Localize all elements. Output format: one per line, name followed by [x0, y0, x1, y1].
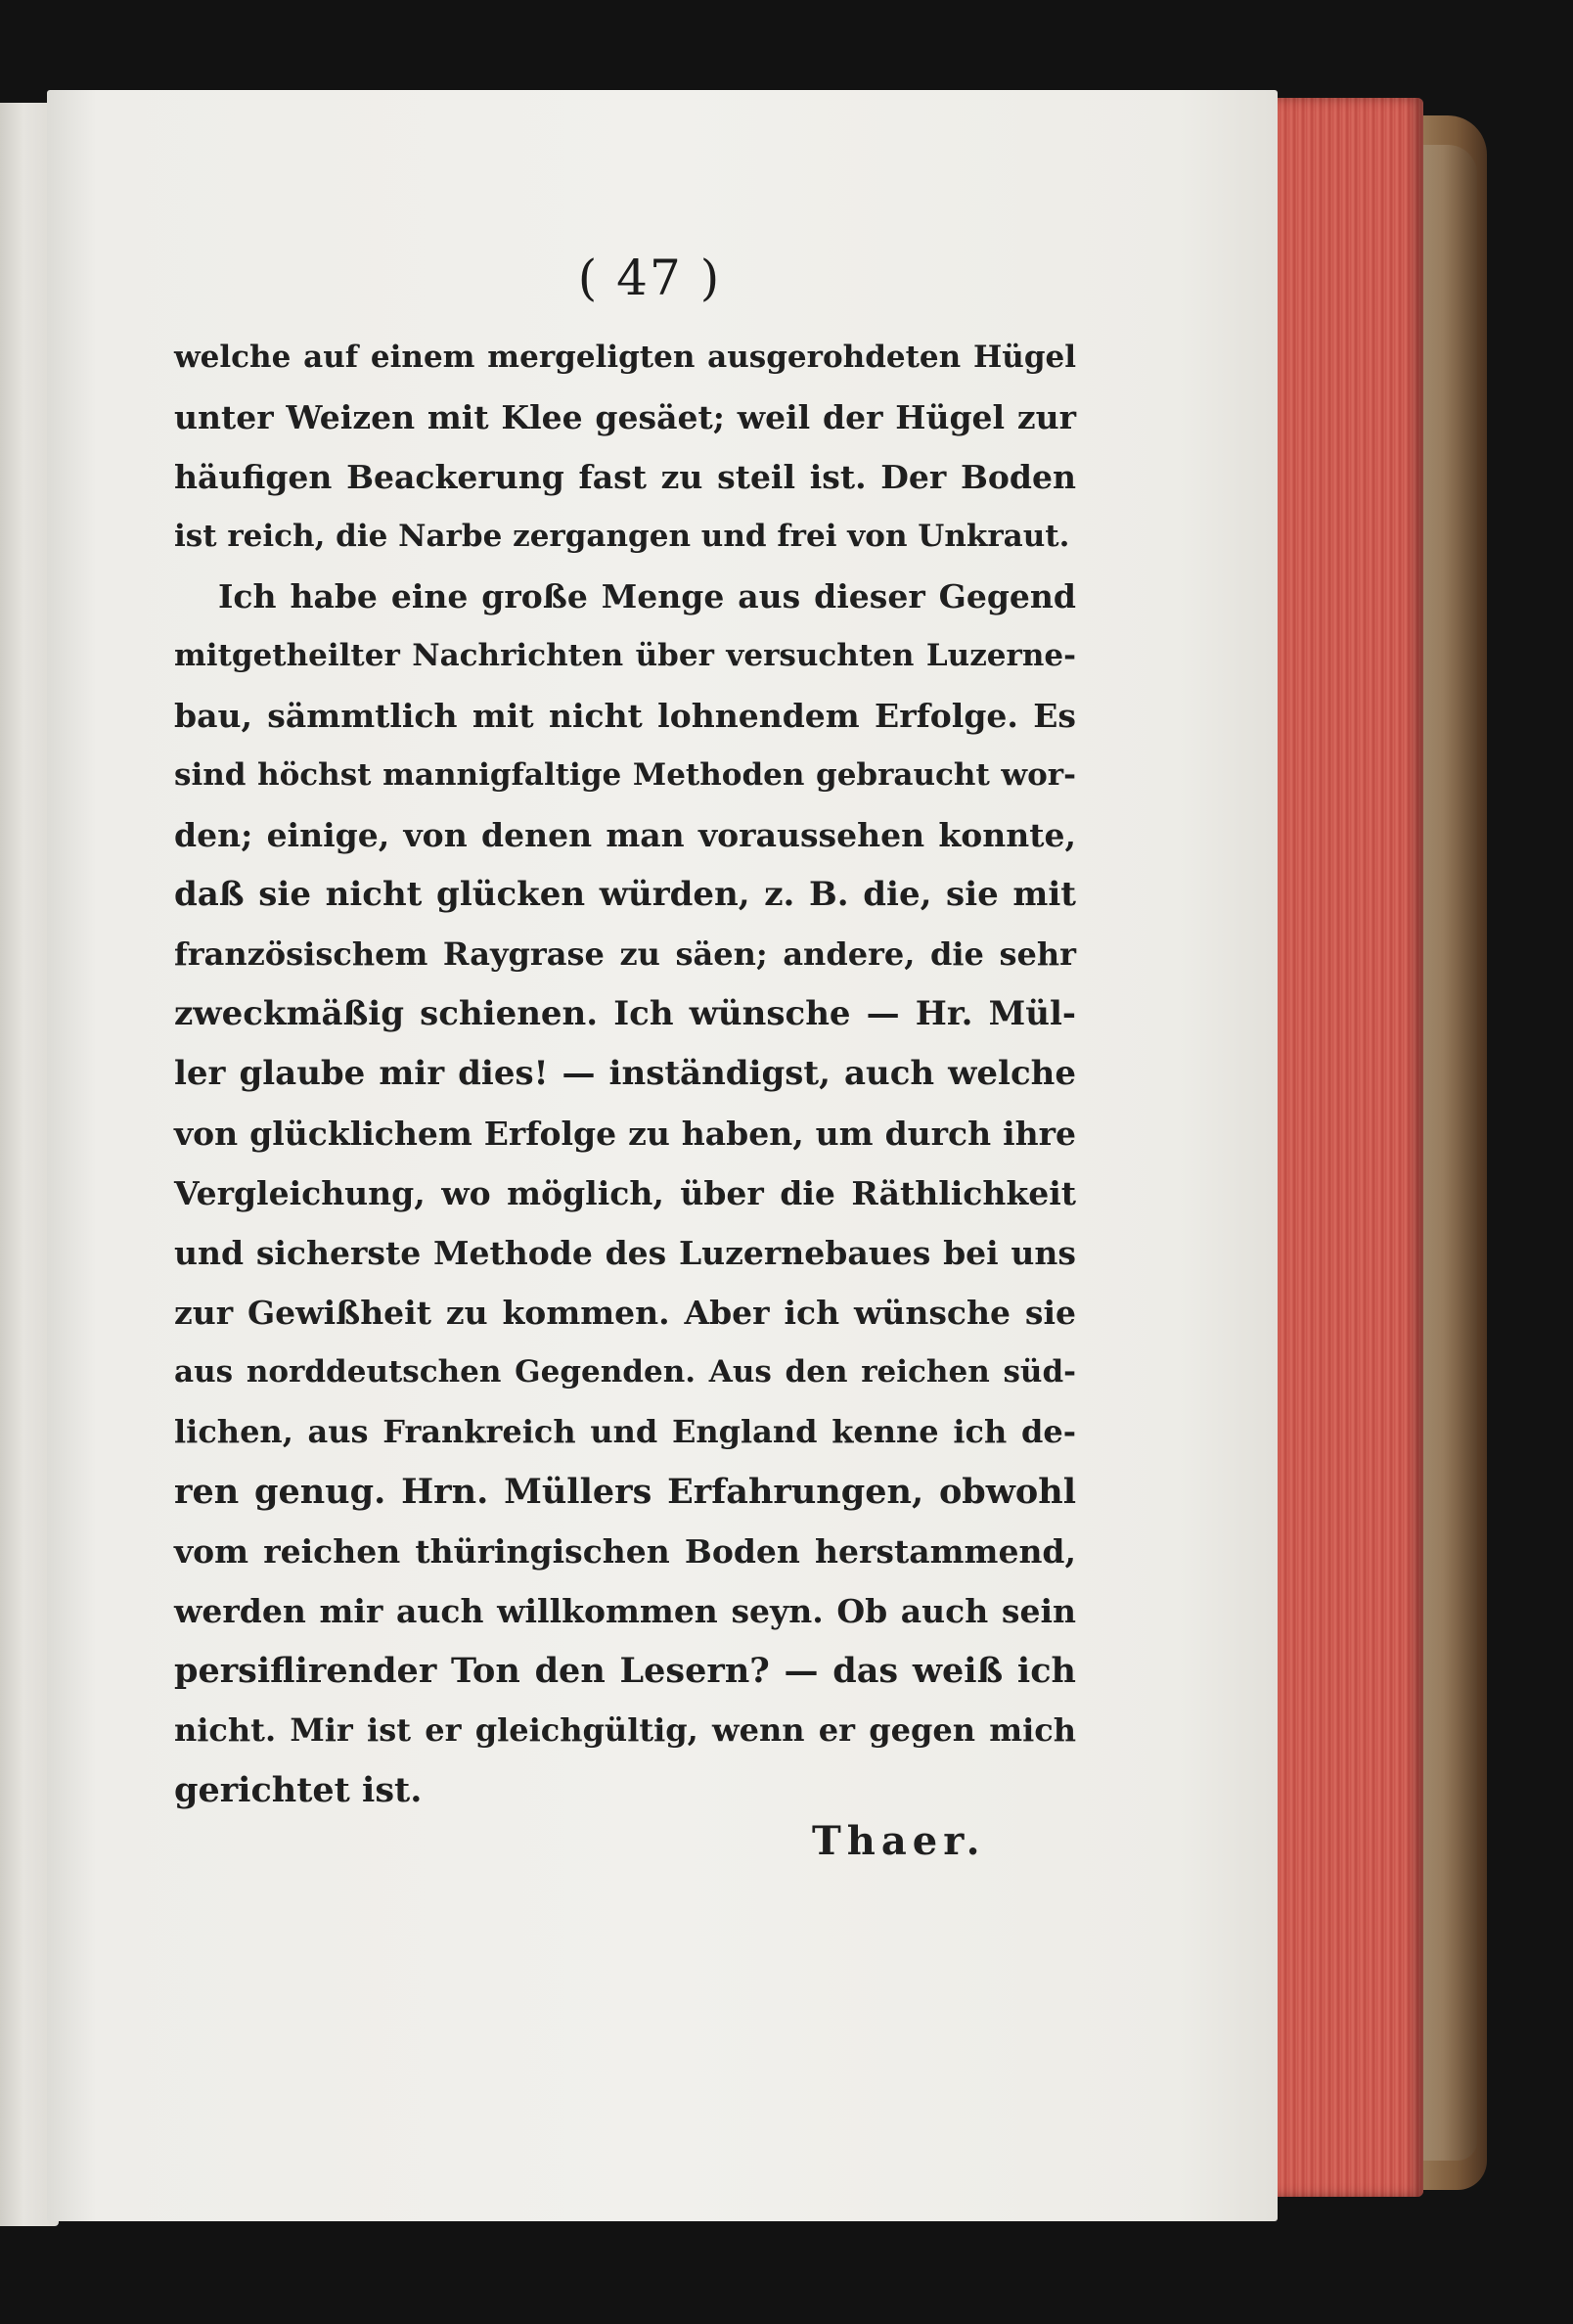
body-text	[174, 328, 1076, 1820]
text-line: lichen, aus Frankreich und England kenne ich de-	[174, 1413, 1076, 1450]
text-line: den; einige, von denen man voraussehen konnte,	[174, 816, 1076, 854]
text-line: ler glaube mir dies! — inständigst, auch welche	[174, 1054, 1076, 1093]
author-signature: Thaer.	[812, 1818, 986, 1864]
text-line: zweckmäßig schienen. Ich wünsche — Hr. Mül-	[174, 994, 1076, 1033]
text-line: französischem Raygrase zu säen; andere, die sehr	[174, 935, 1076, 973]
text-line: vom reichen thüringischen Boden herstammend,	[174, 1532, 1076, 1571]
page-number: ( 47 )	[577, 250, 722, 306]
text-line: gerichtet ist.	[174, 1770, 423, 1810]
text-line: bau, sämmtlich mit nicht lohnendem Erfolge. Es	[174, 697, 1076, 735]
text-line: sind höchst mannigfaltige Methoden gebraucht wor-	[174, 757, 1076, 793]
text-line: persiflirender Ton den Lesern? — das weiß ich	[174, 1651, 1076, 1691]
text-line: aus norddeutschen Gegenden. Aus den reichen süd-	[174, 1354, 1076, 1390]
text-line: daß sie nicht glücken würden, z. B. die, sie mit	[174, 875, 1076, 914]
text-line: welche auf einem mergeligten ausgerohdeten Hügel	[174, 340, 1076, 375]
text-line: und sicherste Methode des Luzernebaues bei uns	[174, 1234, 1076, 1272]
text-line: werden mir auch willkommen seyn. Ob auch sein	[174, 1592, 1076, 1630]
text-line: mitgetheilter Nachrichten über versuchten Luzerne-	[174, 638, 1076, 673]
text-line: von glücklichem Erfolge zu haben, um durch ihre	[174, 1115, 1076, 1153]
text-line: ren genug. Hrn. Müllers Erfahrungen, obwohl	[174, 1472, 1076, 1512]
text-line: Ich habe eine große Menge aus dieser Gegend	[218, 577, 1076, 615]
text-line: nicht. Mir ist er gleichgültig, wenn er gegen mich	[174, 1711, 1076, 1749]
text-line: zur Gewißheit zu kommen. Aber ich wünsche sie	[174, 1294, 1076, 1332]
red-page-edges	[1262, 98, 1423, 2197]
text-line: häufigen Beackerung fast zu steil ist. Der Boden	[174, 458, 1076, 496]
text-line: ist reich, die Narbe zergangen und frei von Unkraut.	[174, 519, 1070, 554]
page-number-header	[0, 250, 1573, 306]
text-line: Vergleichung, wo möglich, über die Räthlichkeit	[174, 1174, 1076, 1212]
text-line: unter Weizen mit Klee gesäet; weil der Hügel zur	[174, 398, 1076, 436]
